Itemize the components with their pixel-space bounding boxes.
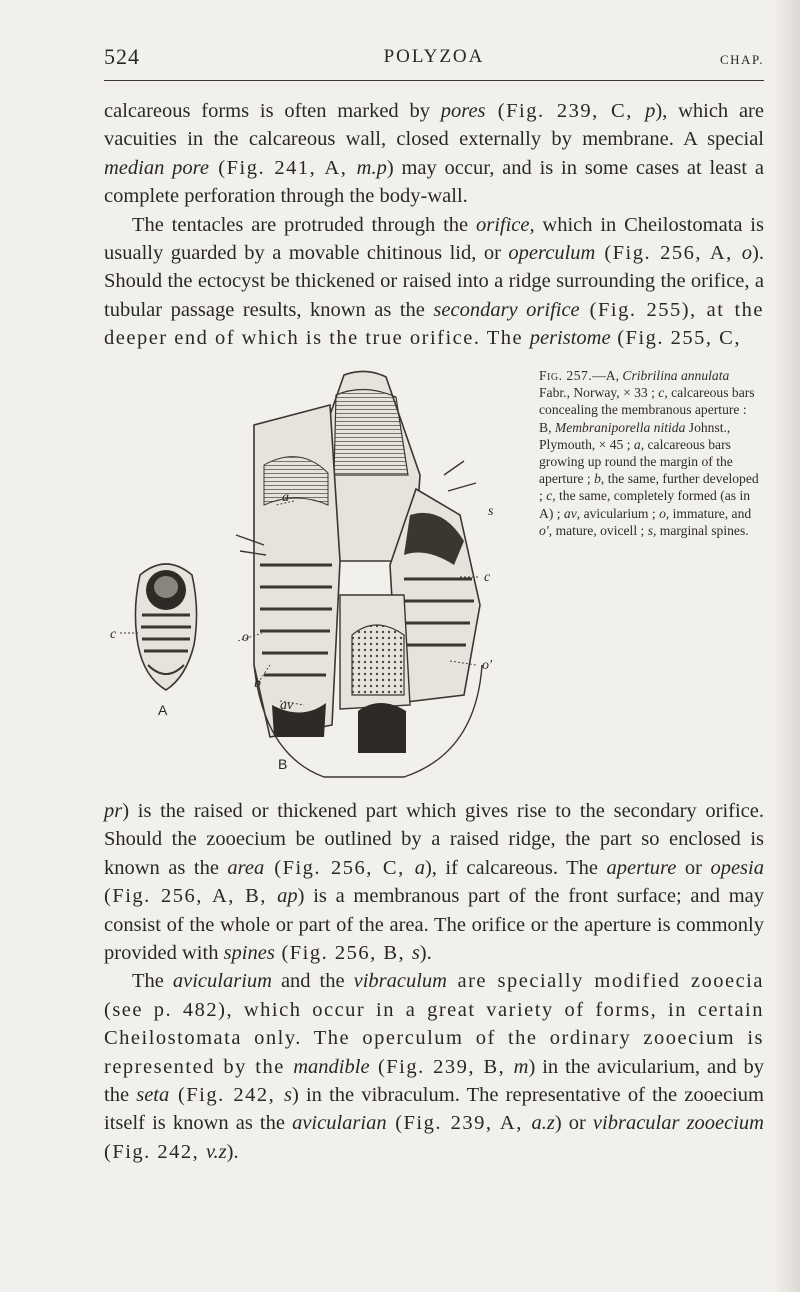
figure-illustration [104,365,534,785]
label-c-left: c [110,627,117,642]
ref-letter: ap [277,885,298,908]
page-number: 524 [104,44,140,69]
term-peristome: peristome [529,327,611,350]
figure-b-colony [236,371,482,777]
header-rule [104,80,764,81]
term-avicularium: avicularium [172,970,272,993]
ref-letter: av [563,505,577,521]
label-b: b [254,676,261,691]
caption-run: Johnst., Plymouth, × 45 ; [539,419,731,452]
ref-letter: v.z [205,1140,227,1163]
hatched-ovicell [334,389,408,475]
text-run: (Fig. 256, C, [264,856,415,879]
label-a: a [282,490,289,505]
text-run: (Fig. 239, B, [369,1055,514,1078]
ref-letter: c [658,385,665,401]
caption-run: , immature, and [665,505,752,521]
ref-letter: p [645,100,656,122]
text-run: (Fig. 239, A, [386,1112,532,1135]
term-mandible: mandible [293,1055,370,1078]
ref-letter: m [513,1055,529,1078]
text-run: or [676,856,711,879]
ref-letter: c [546,488,553,504]
text-run: are specially modified zooecia (see p. 482), which occur in a great variety of forms, in certain Cheilostomata only. The operculum of the ordinary zooecium is represented by the [104,970,764,1078]
text-run: (Fig. 256, B, [274,942,412,965]
ref-letter: a [414,856,425,879]
caption-run: , the same, completely formed (as in A) ; [539,488,751,521]
text-run: which in Cheilostomata is usually guarded by a movable chitinous lid, or [104,213,764,265]
chapter-label: CHAP. [720,52,764,67]
term-seta: seta [136,1084,170,1107]
figure-257 [104,365,764,785]
term-avicularian: avicularian [292,1112,387,1135]
figure-a-zooecium [120,564,197,690]
paragraph-pores [104,97,764,211]
text-run: The tentacles are protruded through the [132,213,476,236]
text-run: (Fig. 256, A, B, [104,885,278,908]
text-block-top [104,97,764,353]
text-run: (Fig. 239, C, [485,100,646,122]
text-run: ) in the avicularium, and by the [104,1055,764,1107]
label-c-right: c [484,570,491,585]
term-orifice: orifice, [475,213,535,236]
text-run: ), if calcareous. The [424,856,607,879]
ref-letter: pr [104,800,123,822]
caption-run: , mature, ovicell ; [548,522,648,538]
text-run: and the [271,970,354,993]
caption-run: , calcareous bars concealing the membranous aperture : B, [539,385,755,435]
text-run: ) is a membranous part of the front surface; and may consist of the whole or part of the area. The orifice or the aperture is commonly provided with [104,885,764,965]
paragraph-peristome-cont [104,797,764,967]
ref-letter: o [741,242,753,265]
term-vibracular-zooecium: vibracular zooecium [592,1112,764,1135]
dotted-ovicell [352,625,404,695]
ref-letter: a [633,436,641,452]
caption-run: Fabr., Norway, × 33 ; [539,385,659,401]
text-block-bottom [104,797,764,1166]
text-run: (Fig. 256, A, [595,242,742,265]
caption-fig-number: Fig. 257. [539,368,593,383]
label-o: o [242,630,249,645]
paragraph-orifice [104,211,764,353]
species-name: Cribrilina annulata [622,368,730,383]
paragraph-avicularium [104,967,764,1166]
term-vibraculum: vibraculum [353,970,447,993]
ref-letter: a.z [531,1112,555,1135]
page-header [104,44,764,74]
caption-run: , the same, further developed ; [539,471,759,504]
term-median-pore: median pore [104,156,209,179]
term-area: area [227,856,265,879]
label-s: s [488,504,494,519]
page-edge-shadow [774,0,800,1292]
text-run: (Fig. 241, A, [208,156,357,179]
ref-letter: m.p [356,156,387,179]
text-run: calcareous forms is often marked by [104,100,441,122]
ref-letter: s [411,942,420,965]
term-aperture: aperture [606,856,677,879]
term-secondary-orifice: secondary orifice [433,298,580,321]
text-run: The [132,970,173,993]
species-name: Membraniporella nitida [554,419,686,435]
term-opesia: opesia [710,856,764,879]
caption-run: —A, [592,368,623,383]
term-operculum: operculum [508,242,596,265]
text-run: ) in the vibraculum. The representative of the zooecium itself is known as the [104,1084,764,1135]
text-run: ) is the raised or thickened part which gives rise to the secondary orifice. Should the zooecium be outlined by a raised ridge, the part so enclosed is known as the [104,800,764,879]
label-av: av [280,698,294,713]
text-run: ). Should the ectocyst be thickened or raised into a ridge surrounding the orifice, a tubular passage results, known as the [104,242,764,321]
running-title: POLYZOA [383,46,485,67]
text-run: ) may occur, and is in some cases at least a complete perforation through the body-wall. [104,156,764,208]
text-run: (Fig. 242, [169,1084,284,1107]
caption-run: , marginal spines. [652,522,749,538]
ref-letter: b [594,471,601,487]
text-run: ). [419,942,432,965]
label-B: B [278,756,288,772]
caption-run: , avicularium ; [576,505,660,521]
text-run: (Fig. 255, C, [610,327,741,350]
text-run: ) or [554,1112,593,1135]
term-pores: pores [440,100,486,122]
ref-letter: s [283,1084,292,1107]
label-A: A [158,702,168,718]
text-run: ), which are vacuities in the calcareous wall, closed externally by membrane. A special [104,100,764,151]
ref-letter: o [659,505,666,521]
caption-run: , calcareous bars growing up round the margin of the aperture ; [539,436,733,487]
term-spines: spines [223,942,275,965]
text-run: (Fig. 242, [104,1140,206,1163]
ref-letter: s [647,522,653,538]
text-run: ). [226,1140,239,1163]
figure-caption [539,367,761,539]
ref-letter: o′ [539,522,549,538]
text-run: (Fig. 255), at the deeper end of which is the true orifice. The [104,298,764,350]
label-o-prime: o′ [482,658,493,673]
